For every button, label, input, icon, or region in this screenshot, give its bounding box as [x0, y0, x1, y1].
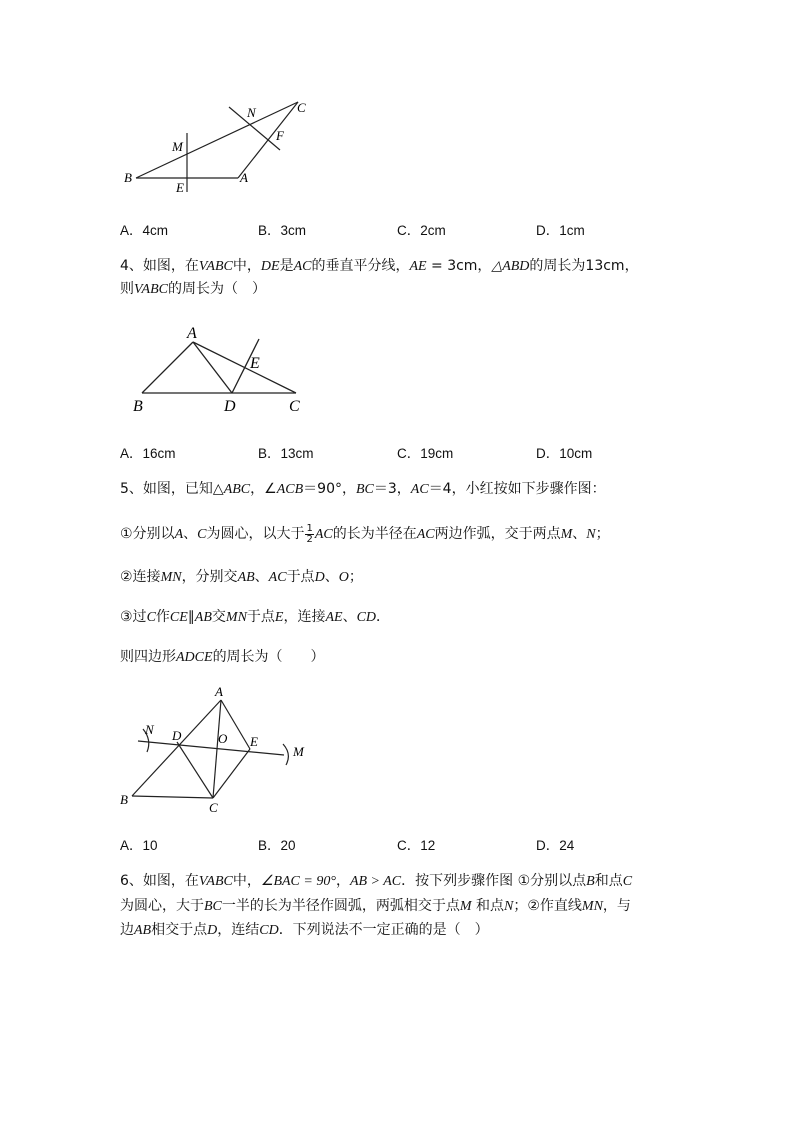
q5-stem-line1: 5、如图，已知△ABC，∠ACB＝90°，BC＝3，AC＝4，小红按如下步骤作图： — [120, 481, 606, 497]
q4-label-a: A — [187, 325, 197, 342]
q5-label-d: D — [172, 728, 182, 743]
q3-option-a[interactable]: A．4cm — [120, 223, 169, 238]
q5-option-b[interactable]: B．20 — [258, 838, 296, 853]
q5-step2: ②连接MN，分别交AB、AC于点D、O； — [120, 569, 363, 585]
q5-step3: ③过C作CE∥AB交MN于点E，连接AE、CD． — [120, 609, 391, 625]
q5-label-o: O — [218, 731, 228, 746]
q3-option-b[interactable]: B．3cm — [258, 223, 307, 238]
q5-option-a[interactable]: A．10 — [120, 838, 158, 853]
q3-label-f: F — [276, 128, 284, 143]
q5-side-bc — [132, 796, 213, 798]
q3-option-d[interactable]: D．1cm — [536, 223, 585, 238]
q6-stem-line2: 为圆心，大于BC一半的长为半径作圆弧，两弧相交于点M 和点N；②作直线MN，与 — [120, 898, 631, 914]
q4-label-b: B — [133, 398, 143, 415]
q3-label-b: B — [124, 170, 132, 185]
q5-option-c[interactable]: C．12 — [397, 838, 436, 853]
q5-step1: ①分别以A、C为圆心，以大于 $\frac{1}{2}$ AC的长为半径在AC两边作弧，交于两点M、N； — [120, 522, 610, 545]
q6-stem-line1: 6、如图，在VABC中，∠BAC = 90°，AB > AC．按下列步骤作图 ①分别以点B和点C — [120, 873, 633, 889]
q4-stem-line2: 则VABC的周长为（ ） — [120, 281, 266, 297]
q6-stem-line3: 边AB相交于点D，连结CD．下列说法不一定正确的是（ ） — [120, 922, 489, 938]
q4-option-d[interactable]: D．10cm — [536, 446, 593, 461]
q3-option-c[interactable]: C．2cm — [397, 223, 446, 238]
q4-label-e: E — [250, 355, 260, 372]
fraction-one-half: $\frac{1}{2}$ — [306, 522, 313, 545]
q3-label-m: M — [172, 139, 183, 154]
q5-label-b: B — [120, 792, 128, 807]
q5-segment-ce — [213, 749, 250, 798]
q4-option-b[interactable]: B．13cm — [258, 446, 314, 461]
q5-label-e: E — [250, 734, 258, 749]
q3-label-e: E — [176, 180, 184, 195]
q4-option-c[interactable]: C．19cm — [397, 446, 454, 461]
q5-label-a: A — [215, 684, 223, 699]
q5-label-c: C — [209, 800, 218, 815]
q5-line-mn — [138, 741, 284, 755]
q4-stem-line1: 4、如图，在VABC中，DE是AC的垂直平分线，AE = 3cm，△ABD的周长为13cm， — [120, 258, 639, 274]
q4-option-a[interactable]: A．16cm — [120, 446, 176, 461]
q3-label-n: N — [247, 105, 256, 120]
q5-question: 则四边形ADCE的周长为（ ） — [120, 649, 325, 665]
q3-label-c: C — [297, 100, 306, 115]
q4-label-c: C — [289, 398, 300, 415]
q4-label-d: D — [224, 398, 236, 415]
q5-option-d[interactable]: D．24 — [536, 838, 575, 853]
q3-label-a: A — [240, 170, 248, 185]
q5-label-n: N — [145, 722, 154, 737]
q5-segment-cd — [177, 742, 213, 798]
q5-label-m: M — [293, 744, 304, 759]
